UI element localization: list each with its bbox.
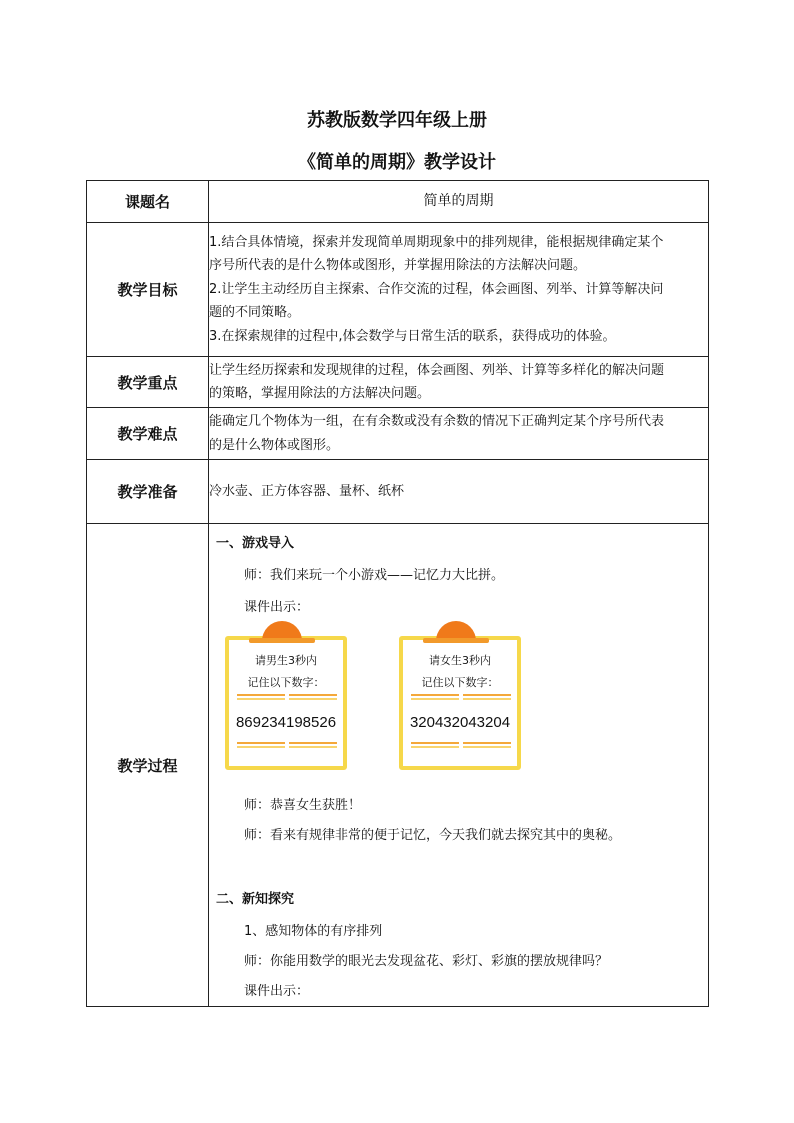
goals-line: 题的不同策略。 (209, 305, 301, 321)
row-difficulties (87, 408, 709, 460)
divider-bars (237, 742, 337, 748)
row-goals (87, 223, 709, 357)
clip-bar (423, 638, 489, 643)
row-key-points (87, 357, 709, 408)
goals-line: 1.结合具体情境，探索并发现简单周期现象中的排列规律，能根据规律确定某个 (209, 234, 664, 250)
process-label: 教学过程 (87, 524, 209, 1007)
row-topic (87, 181, 709, 223)
memory-card-girls (399, 622, 521, 754)
goals-line: 3.在探索规律的过程中,体会数学与日常生活的联系，获得成功的体验。 (209, 328, 616, 344)
row-process (87, 524, 709, 1007)
goals-label: 教学目标 (87, 223, 209, 357)
document-title: 苏教版数学四年级上册 (307, 110, 487, 131)
preparation-label: 教学准备 (87, 460, 209, 524)
divider-bars (411, 742, 511, 748)
card-instruction: 请女生3秒内 (429, 654, 491, 667)
preparation-value: 冷水壶、正方体容器、量杯、纸杯 (209, 460, 709, 524)
clip-bar (249, 638, 315, 643)
memory-card-boys (225, 622, 347, 754)
lesson-plan-table (86, 180, 709, 1007)
key-points-line: 的策略，掌握用除法的方法解决问题。 (209, 386, 431, 401)
dialogue-line: 师：我们来玩一个小游戏——记忆力大比拼。 (244, 568, 505, 583)
dialogue-line: 师：你能用数学的眼光去发现盆花、彩灯、彩旗的摆放规律吗？ (244, 954, 609, 969)
difficulties-value (209, 408, 709, 460)
dialogue-line: 师：恭喜女生获胜！ (244, 798, 362, 813)
dialogue-line: 师：看来有规律非常的便于记忆，今天我们就去探究其中的奥秘。 (244, 828, 622, 843)
divider-bars (411, 694, 511, 700)
key-points-line: 让学生经历探索和发现规律的过程，体会画图、列举、计算等多样化的解决问题 (209, 362, 665, 378)
key-points-label: 教学重点 (87, 357, 209, 408)
dialogue-line: 课件出示： (244, 984, 310, 999)
dialogue-line: 1、感知物体的有序排列 (244, 924, 383, 939)
card-number: 320432043204 (409, 714, 511, 731)
divider-bars (237, 694, 337, 700)
goals-line: 序号所代表的是什么物体或图形，并掌握用除法的方法解决问题。 (209, 258, 587, 274)
goals-value (209, 223, 709, 357)
topic-label: 课题名 (87, 181, 209, 223)
difficulties-line: 能确定几个物体为一组，在有余数或没有余数的情况下正确判定某个序号所代表 (209, 414, 665, 429)
row-preparation (87, 460, 709, 524)
card-instruction: 请男生3秒内 (255, 654, 317, 667)
dialogue-line: 课件出示： (244, 600, 310, 615)
section-heading: 二、新知探究 (216, 892, 295, 907)
process-value (209, 524, 709, 1007)
topic-value: 简单的周期 (209, 181, 709, 223)
goals-line: 2.让学生主动经历自主探索、合作交流的过程，体会画图、列举、计算等解决问 (209, 281, 664, 297)
document-subtitle: 《简单的周期》教学设计 (298, 152, 496, 173)
card-instruction: 记住以下数字： (247, 676, 325, 689)
difficulties-line: 的是什么物体或图形。 (209, 437, 340, 453)
card-number: 869234198526 (235, 714, 337, 731)
difficulties-label: 教学难点 (87, 408, 209, 460)
key-points-value (209, 357, 709, 408)
card-instruction: 记住以下数字： (421, 676, 499, 689)
section-heading: 一、游戏导入 (216, 536, 295, 551)
